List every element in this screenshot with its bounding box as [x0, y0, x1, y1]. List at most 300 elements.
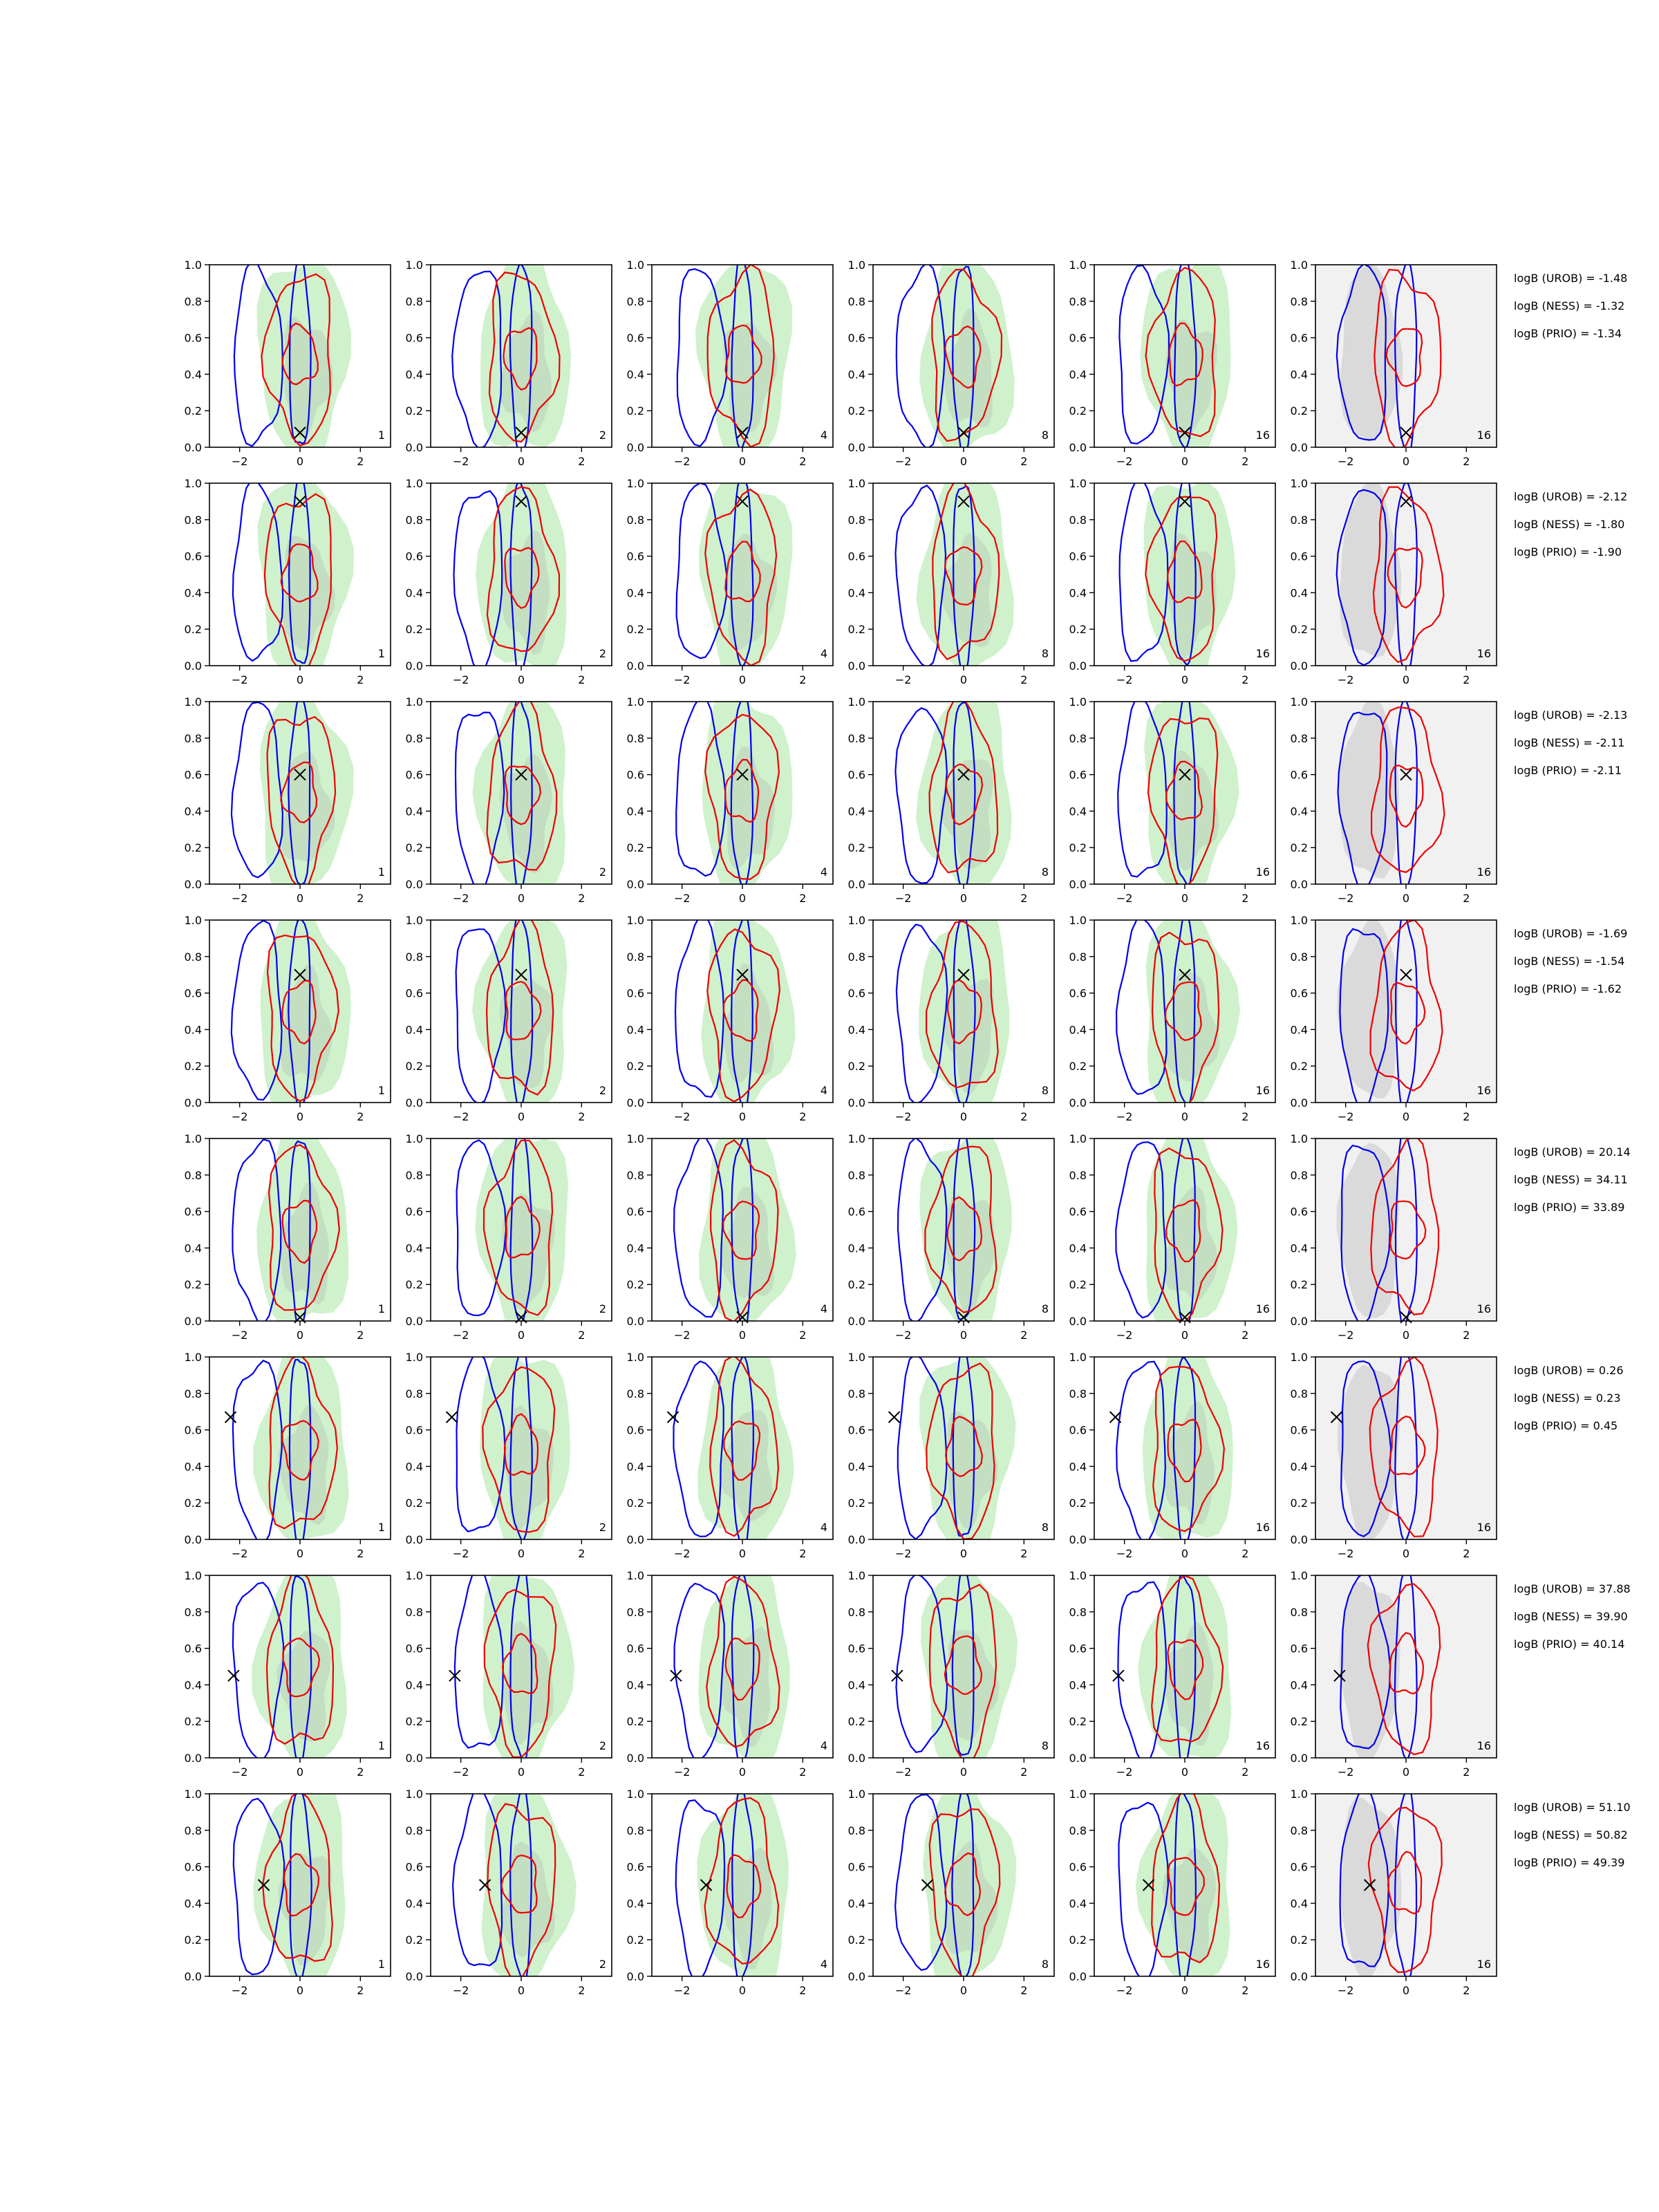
- y-tick-label: 0.0: [626, 659, 644, 673]
- y-tick-label: 0.8: [1290, 1824, 1308, 1837]
- panel-plot-area: [1116, 908, 1240, 1109]
- x-tick-label: 2: [1020, 1329, 1028, 1342]
- y-tick-label: 0.4: [626, 805, 644, 818]
- y-tick-label: 0.4: [1290, 1023, 1308, 1037]
- panel-plot-area: [677, 476, 793, 687]
- y-tick-label: 0.6: [1290, 331, 1308, 345]
- logB-urob-label: logB (UROB) = -2.12: [1514, 490, 1628, 503]
- y-tick-label: 0.2: [626, 841, 644, 855]
- y-tick-label: 0.0: [405, 441, 423, 454]
- y-tick-label: 0.2: [1069, 1060, 1087, 1074]
- y-tick-label: 0.2: [1069, 404, 1087, 418]
- panel-r1-c5: [1069, 258, 1275, 471]
- x-tick-label: 2: [578, 892, 585, 905]
- y-tick-label: 1.0: [626, 259, 644, 272]
- y-tick-label: 0.8: [1290, 513, 1308, 527]
- logB-urob-label: logB (UROB) = 51.10: [1514, 1801, 1631, 1814]
- y-tick-label: 0.4: [184, 586, 202, 600]
- y-tick-label: 0.8: [1069, 1387, 1087, 1400]
- y-tick-label: 0.6: [626, 1860, 644, 1874]
- panel-plot-area: [452, 240, 571, 453]
- panel-label: 1: [377, 429, 385, 442]
- x-tick-label: 0: [1402, 1329, 1410, 1342]
- y-tick-label: 0.2: [1290, 1060, 1308, 1074]
- y-tick-label: 0.8: [184, 950, 202, 964]
- y-tick-label: 0.2: [847, 404, 865, 418]
- x-tick-label: 0: [959, 1765, 968, 1779]
- x-tick-label: 2: [1241, 1110, 1249, 1123]
- panel-label: 8: [1041, 1739, 1049, 1752]
- x-tick-label: 2: [1463, 1547, 1470, 1560]
- panel-r6-c2: [406, 1349, 612, 1564]
- x-tick-label: 0: [517, 673, 525, 686]
- x-tick-label: −2: [452, 1765, 469, 1779]
- x-tick-label: 2: [1463, 1765, 1470, 1779]
- y-tick-label: 0.2: [184, 1497, 202, 1510]
- panel-label: 8: [1041, 429, 1049, 442]
- panel-r7-c5: [1069, 1554, 1275, 1779]
- y-tick-label: 0.4: [1290, 1678, 1308, 1692]
- x-tick-label: 2: [357, 1547, 364, 1560]
- panel-r6-c3: [627, 1339, 833, 1560]
- y-tick-label: 0.4: [1290, 368, 1308, 382]
- y-tick-label: 0.0: [184, 1533, 202, 1546]
- y-tick-label: 0.6: [626, 986, 644, 1000]
- x-tick-label: −2: [894, 1984, 912, 1997]
- panel-label: 2: [599, 647, 606, 660]
- y-tick-label: 0.4: [1290, 1241, 1308, 1255]
- y-tick-label: 1.0: [184, 477, 202, 490]
- panel-r5-c4: [848, 1128, 1054, 1343]
- panel-plot-area: [1315, 478, 1497, 671]
- panel-r2-c4: [848, 470, 1054, 686]
- y-tick-label: 0.6: [405, 1205, 423, 1219]
- y-tick-label: 0.0: [405, 1752, 423, 1765]
- x-tick-label: 2: [578, 1110, 585, 1123]
- y-tick-label: 0.6: [405, 986, 423, 1000]
- x-tick-label: 2: [357, 1110, 364, 1123]
- x-tick-label: 2: [1020, 1547, 1028, 1560]
- x-tick-label: 2: [1241, 673, 1249, 686]
- logB-prio-label: logB (PRIO) = -1.90: [1514, 545, 1622, 559]
- panel-label: 16: [1255, 1521, 1270, 1534]
- logB-ness-label: logB (NESS) = -1.80: [1514, 518, 1625, 531]
- y-tick-label: 0.4: [405, 1023, 423, 1037]
- y-tick-label: 0.4: [184, 1678, 202, 1692]
- y-tick-label: 1.0: [405, 695, 423, 709]
- x-tick-label: −2: [673, 1547, 691, 1560]
- y-tick-label: 0.8: [626, 1168, 644, 1182]
- y-tick-label: 0.6: [184, 768, 202, 782]
- x-tick-label: 2: [1020, 673, 1028, 686]
- y-tick-label: 0.0: [1290, 659, 1308, 673]
- x-tick-label: 0: [1402, 1110, 1410, 1123]
- panel-plot-area: [676, 1776, 789, 1991]
- y-tick-label: 0.0: [626, 878, 644, 891]
- panel-plot-area: [1315, 697, 1497, 892]
- y-tick-label: 0.0: [405, 1315, 423, 1328]
- x-tick-label: 0: [959, 1329, 968, 1342]
- y-tick-label: 0.4: [405, 1897, 423, 1911]
- panel-r3-c3: [627, 689, 833, 905]
- logB-ness-label: logB (NESS) = 34.11: [1514, 1173, 1628, 1186]
- y-tick-label: 0.2: [1069, 1933, 1087, 1947]
- y-tick-label: 0.8: [405, 1824, 423, 1837]
- x-tick-label: 0: [517, 892, 525, 905]
- y-tick-label: 0.6: [184, 1423, 202, 1437]
- x-tick-label: −2: [231, 1547, 248, 1560]
- x-tick-label: 2: [1020, 1765, 1028, 1779]
- y-tick-label: 0.8: [184, 1605, 202, 1619]
- y-tick-label: 0.2: [626, 1278, 644, 1292]
- y-tick-label: 0.8: [184, 294, 202, 308]
- y-tick-label: 0.6: [184, 1205, 202, 1219]
- x-tick-label: −2: [894, 1547, 912, 1560]
- panel-plot-area: [896, 470, 1014, 678]
- y-tick-label: 0.0: [1069, 441, 1087, 454]
- y-tick-label: 0.2: [847, 1933, 865, 1947]
- y-tick-label: 0.0: [1069, 1315, 1087, 1328]
- y-tick-label: 0.4: [184, 368, 202, 382]
- y-tick-label: 0.0: [847, 1533, 865, 1546]
- y-tick-label: 0.2: [184, 404, 202, 418]
- panel-label: 16: [1255, 1958, 1270, 1971]
- panel-plot-area: [1315, 261, 1497, 455]
- y-tick-label: 0.6: [626, 1642, 644, 1656]
- y-tick-label: 0.0: [405, 1096, 423, 1109]
- y-tick-label: 0.6: [847, 331, 865, 345]
- x-tick-label: 2: [1241, 1765, 1249, 1779]
- y-tick-label: 1.0: [405, 259, 423, 272]
- y-tick-label: 0.6: [847, 986, 865, 1000]
- x-tick-label: −2: [231, 1110, 248, 1123]
- panel-r8-c1: [185, 1783, 391, 1997]
- y-tick-label: 0.0: [1069, 659, 1087, 673]
- y-tick-label: 0.0: [1069, 1096, 1087, 1109]
- y-tick-label: 1.0: [626, 914, 644, 927]
- x-tick-label: −2: [1337, 1984, 1354, 1997]
- y-tick-label: 0.0: [1290, 1096, 1308, 1109]
- y-tick-label: 0.6: [405, 550, 423, 563]
- y-tick-label: 0.6: [405, 331, 423, 345]
- y-tick-label: 0.6: [1069, 986, 1087, 1000]
- y-tick-label: 0.8: [847, 731, 865, 745]
- y-tick-label: 0.4: [184, 1023, 202, 1037]
- x-tick-label: −2: [231, 1765, 248, 1779]
- y-tick-label: 0.2: [1290, 1278, 1308, 1292]
- y-tick-label: 0.8: [847, 1387, 865, 1400]
- y-tick-label: 0.6: [405, 1642, 423, 1656]
- x-tick-label: −2: [1116, 1765, 1133, 1779]
- y-tick-label: 0.4: [1290, 1897, 1308, 1911]
- x-tick-label: 0: [517, 1547, 525, 1560]
- y-tick-label: 0.6: [184, 1642, 202, 1656]
- x-tick-label: −2: [1116, 1547, 1133, 1560]
- y-tick-label: 0.8: [626, 1605, 644, 1619]
- panel-label: 2: [599, 865, 606, 879]
- x-tick-label: −2: [1337, 1329, 1354, 1342]
- y-tick-label: 0.8: [405, 1605, 423, 1619]
- panel-r3-c5: [1069, 691, 1275, 906]
- y-tick-label: 0.4: [847, 1678, 865, 1692]
- y-tick-label: 0.0: [184, 1970, 202, 1983]
- panel-plot-area: [1315, 1570, 1497, 1763]
- y-tick-label: 1.0: [1290, 1788, 1308, 1801]
- y-tick-label: 0.4: [626, 586, 644, 600]
- y-tick-label: 0.8: [1069, 1605, 1087, 1619]
- y-tick-label: 1.0: [184, 259, 202, 272]
- panel-plot-area: [1315, 1350, 1497, 1541]
- y-tick-label: 0.2: [405, 1497, 423, 1510]
- y-tick-label: 0.2: [405, 404, 423, 418]
- x-tick-label: −2: [1116, 1329, 1133, 1342]
- x-tick-label: −2: [1337, 1110, 1354, 1123]
- panel-r8-c4: [848, 1778, 1054, 1997]
- x-tick-label: 2: [578, 1984, 585, 1997]
- x-tick-label: 2: [1241, 455, 1249, 468]
- y-tick-label: 0.8: [1290, 1168, 1308, 1182]
- y-tick-label: 0.2: [626, 404, 644, 418]
- y-tick-label: 0.2: [1069, 1278, 1087, 1292]
- logB-ness-label: logB (NESS) = -1.54: [1514, 955, 1625, 968]
- y-tick-label: 0.8: [1069, 1824, 1087, 1837]
- y-tick-label: 0.8: [626, 950, 644, 964]
- panel-plot-area: [895, 687, 1011, 895]
- panel-plot-area: [895, 1778, 1016, 1989]
- logB-prio-label: logB (PRIO) = -2.11: [1514, 764, 1622, 777]
- panel-r7-c6: [1291, 1569, 1497, 1779]
- y-tick-label: 0.8: [1290, 294, 1308, 308]
- y-tick-label: 0.8: [1069, 950, 1087, 964]
- panel-plot-area: [457, 1133, 568, 1343]
- panel-label: 1: [377, 865, 385, 879]
- y-tick-label: 0.0: [184, 1315, 202, 1328]
- y-tick-label: 1.0: [405, 1569, 423, 1582]
- panel-plot-area: [232, 1117, 348, 1332]
- x-tick-label: −2: [894, 1110, 912, 1123]
- y-tick-label: 0.4: [626, 1460, 644, 1474]
- y-tick-label: 0.4: [626, 368, 644, 382]
- y-tick-label: 0.4: [405, 368, 423, 382]
- y-tick-label: 0.0: [847, 1970, 865, 1983]
- x-tick-label: 0: [959, 1110, 968, 1123]
- logB-urob-label: logB (UROB) = -1.69: [1514, 927, 1628, 940]
- x-tick-label: 0: [1181, 1765, 1189, 1779]
- panel-plot-area: [674, 1126, 796, 1331]
- y-tick-label: 0.2: [405, 1715, 423, 1729]
- panel-r7-c1: [185, 1566, 391, 1779]
- y-tick-label: 0.4: [405, 586, 423, 600]
- y-tick-label: 0.8: [847, 1168, 865, 1182]
- x-tick-label: 0: [517, 1329, 525, 1342]
- panel-label: 16: [1255, 429, 1270, 442]
- y-tick-label: 0.0: [847, 659, 865, 673]
- y-tick-label: 0.2: [405, 841, 423, 855]
- y-tick-label: 0.6: [626, 1205, 644, 1219]
- logB-ness-label: logB (NESS) = 39.90: [1514, 1610, 1628, 1623]
- y-tick-label: 1.0: [626, 1569, 644, 1582]
- x-tick-label: 0: [296, 673, 304, 686]
- panel-r2-c2: [406, 460, 612, 686]
- x-tick-label: 0: [959, 673, 968, 686]
- x-tick-label: 2: [1020, 455, 1028, 468]
- y-tick-label: 0.0: [1290, 1315, 1308, 1328]
- panel-label: 2: [599, 1521, 606, 1534]
- y-tick-label: 0.2: [405, 1933, 423, 1947]
- panel-r6-c6: [1291, 1350, 1497, 1560]
- y-tick-label: 0.4: [626, 1023, 644, 1037]
- x-tick-label: 0: [296, 1547, 304, 1560]
- y-tick-label: 0.8: [405, 513, 423, 527]
- logB-urob-label: logB (UROB) = -1.48: [1514, 272, 1628, 285]
- x-tick-label: 2: [1463, 1984, 1470, 1997]
- y-tick-label: 1.0: [1069, 1788, 1087, 1801]
- panel-plot-area: [894, 906, 1009, 1123]
- x-tick-label: 0: [738, 1110, 747, 1123]
- panel-label: 4: [820, 865, 827, 879]
- x-tick-label: 2: [799, 1765, 807, 1779]
- x-tick-label: −2: [231, 892, 248, 905]
- panel-r2-c5: [1069, 473, 1275, 689]
- y-tick-label: 1.0: [1290, 259, 1308, 272]
- y-tick-label: 0.6: [184, 986, 202, 1000]
- y-tick-label: 1.0: [405, 1788, 423, 1801]
- x-tick-label: 2: [799, 673, 807, 686]
- x-tick-label: −2: [231, 1329, 248, 1342]
- x-tick-label: −2: [894, 1329, 912, 1342]
- panel-plot-area: [454, 460, 567, 675]
- y-tick-label: 0.2: [847, 623, 865, 637]
- y-tick-label: 0.6: [626, 1423, 644, 1437]
- y-tick-label: 0.8: [626, 513, 644, 527]
- panel-r1-c1: [185, 252, 391, 468]
- x-tick-label: 0: [296, 1765, 304, 1779]
- logB-ness-label: logB (NESS) = 0.23: [1514, 1391, 1621, 1405]
- y-tick-label: 0.4: [1069, 1023, 1087, 1037]
- y-tick-label: 1.0: [1290, 1351, 1308, 1364]
- panel-label: 2: [599, 1084, 606, 1097]
- y-tick-label: 1.0: [1069, 914, 1087, 927]
- y-tick-label: 0.8: [1069, 1168, 1087, 1182]
- x-tick-label: −2: [894, 892, 912, 905]
- y-tick-label: 0.8: [184, 1824, 202, 1837]
- x-tick-label: −2: [673, 1110, 691, 1123]
- y-tick-label: 0.4: [184, 1460, 202, 1474]
- y-tick-label: 0.2: [1069, 841, 1087, 855]
- panel-label: 16: [1477, 1958, 1491, 1971]
- y-tick-label: 0.2: [184, 1060, 202, 1074]
- x-tick-label: −2: [1116, 1110, 1133, 1123]
- x-tick-label: −2: [673, 1765, 691, 1779]
- x-tick-label: 0: [296, 1329, 304, 1342]
- y-tick-label: 0.2: [1069, 1497, 1087, 1510]
- x-tick-label: 0: [738, 1984, 747, 1997]
- panel-label: 16: [1477, 1302, 1491, 1315]
- y-tick-label: 0.6: [1069, 768, 1087, 782]
- x-tick-label: 0: [517, 455, 525, 468]
- y-tick-label: 0.8: [626, 731, 644, 745]
- y-tick-label: 0.8: [1290, 950, 1308, 964]
- panel-r7-c4: [848, 1565, 1054, 1779]
- y-tick-label: 0.8: [1069, 731, 1087, 745]
- y-tick-label: 0.6: [1290, 1860, 1308, 1874]
- y-tick-label: 0.0: [626, 1096, 644, 1109]
- x-tick-label: 2: [357, 1765, 364, 1779]
- panel-r4-c4: [848, 906, 1054, 1123]
- x-tick-label: −2: [452, 673, 469, 686]
- y-tick-label: 1.0: [847, 914, 865, 927]
- panel-r5-c3: [627, 1126, 833, 1342]
- x-tick-label: 2: [357, 892, 364, 905]
- x-tick-label: −2: [1116, 673, 1133, 686]
- panel-plot-area: [1116, 1332, 1233, 1548]
- panel-r1-c2: [406, 240, 612, 468]
- y-tick-label: 0.6: [184, 331, 202, 345]
- y-tick-label: 0.6: [1290, 550, 1308, 563]
- y-tick-label: 0.2: [626, 623, 644, 637]
- x-tick-label: 2: [799, 455, 807, 468]
- y-tick-label: 1.0: [184, 1132, 202, 1145]
- y-tick-label: 0.8: [184, 731, 202, 745]
- panel-label: 16: [1477, 429, 1491, 442]
- x-tick-label: 0: [738, 1765, 747, 1779]
- x-tick-label: −2: [231, 455, 248, 468]
- x-tick-label: −2: [452, 1110, 469, 1123]
- y-tick-label: 0.8: [626, 1824, 644, 1837]
- panel-label: 1: [377, 647, 385, 660]
- y-tick-label: 1.0: [626, 1132, 644, 1145]
- x-tick-label: 2: [1463, 1329, 1470, 1342]
- y-tick-label: 1.0: [184, 1569, 202, 1582]
- panel-label: 1: [377, 1302, 385, 1315]
- panel-plot-area: [677, 256, 792, 462]
- panel-plot-area: [675, 906, 796, 1117]
- panel-r7-c2: [406, 1566, 612, 1779]
- y-tick-label: 1.0: [847, 1351, 865, 1364]
- panel-plot-area: [233, 1566, 347, 1768]
- y-tick-label: 0.0: [1290, 1533, 1308, 1546]
- y-tick-label: 0.4: [847, 805, 865, 818]
- y-tick-label: 1.0: [1290, 1132, 1308, 1145]
- panel-plot-area: [898, 1128, 1012, 1343]
- x-tick-label: 0: [1181, 1547, 1189, 1560]
- y-tick-label: 1.0: [1069, 1351, 1087, 1364]
- y-tick-label: 0.6: [405, 1860, 423, 1874]
- logB-ness-label: logB (NESS) = -2.11: [1514, 736, 1625, 749]
- panel-plot-area: [1119, 1782, 1230, 1985]
- x-tick-label: −2: [231, 673, 248, 686]
- y-tick-label: 0.4: [847, 368, 865, 382]
- panel-r8-c3: [627, 1776, 833, 1997]
- y-tick-label: 1.0: [1290, 477, 1308, 490]
- panel-r4-c2: [406, 914, 612, 1123]
- y-tick-label: 0.2: [405, 1278, 423, 1292]
- panel-plot-area: [1315, 1786, 1497, 1981]
- x-tick-label: −2: [894, 1765, 912, 1779]
- y-tick-label: 0.6: [405, 768, 423, 782]
- x-tick-label: −2: [452, 892, 469, 905]
- logB-prio-label: logB (PRIO) = 40.14: [1514, 1638, 1625, 1651]
- x-tick-label: 2: [1020, 1110, 1028, 1123]
- y-tick-label: 0.2: [847, 841, 865, 855]
- y-tick-label: 0.4: [405, 1460, 423, 1474]
- x-tick-label: 0: [738, 1329, 747, 1342]
- y-tick-label: 0.4: [405, 805, 423, 818]
- y-tick-label: 0.6: [1069, 1860, 1087, 1874]
- y-tick-label: 1.0: [184, 1351, 202, 1364]
- panel-r3-c2: [406, 686, 612, 905]
- y-tick-label: 0.2: [626, 1060, 644, 1074]
